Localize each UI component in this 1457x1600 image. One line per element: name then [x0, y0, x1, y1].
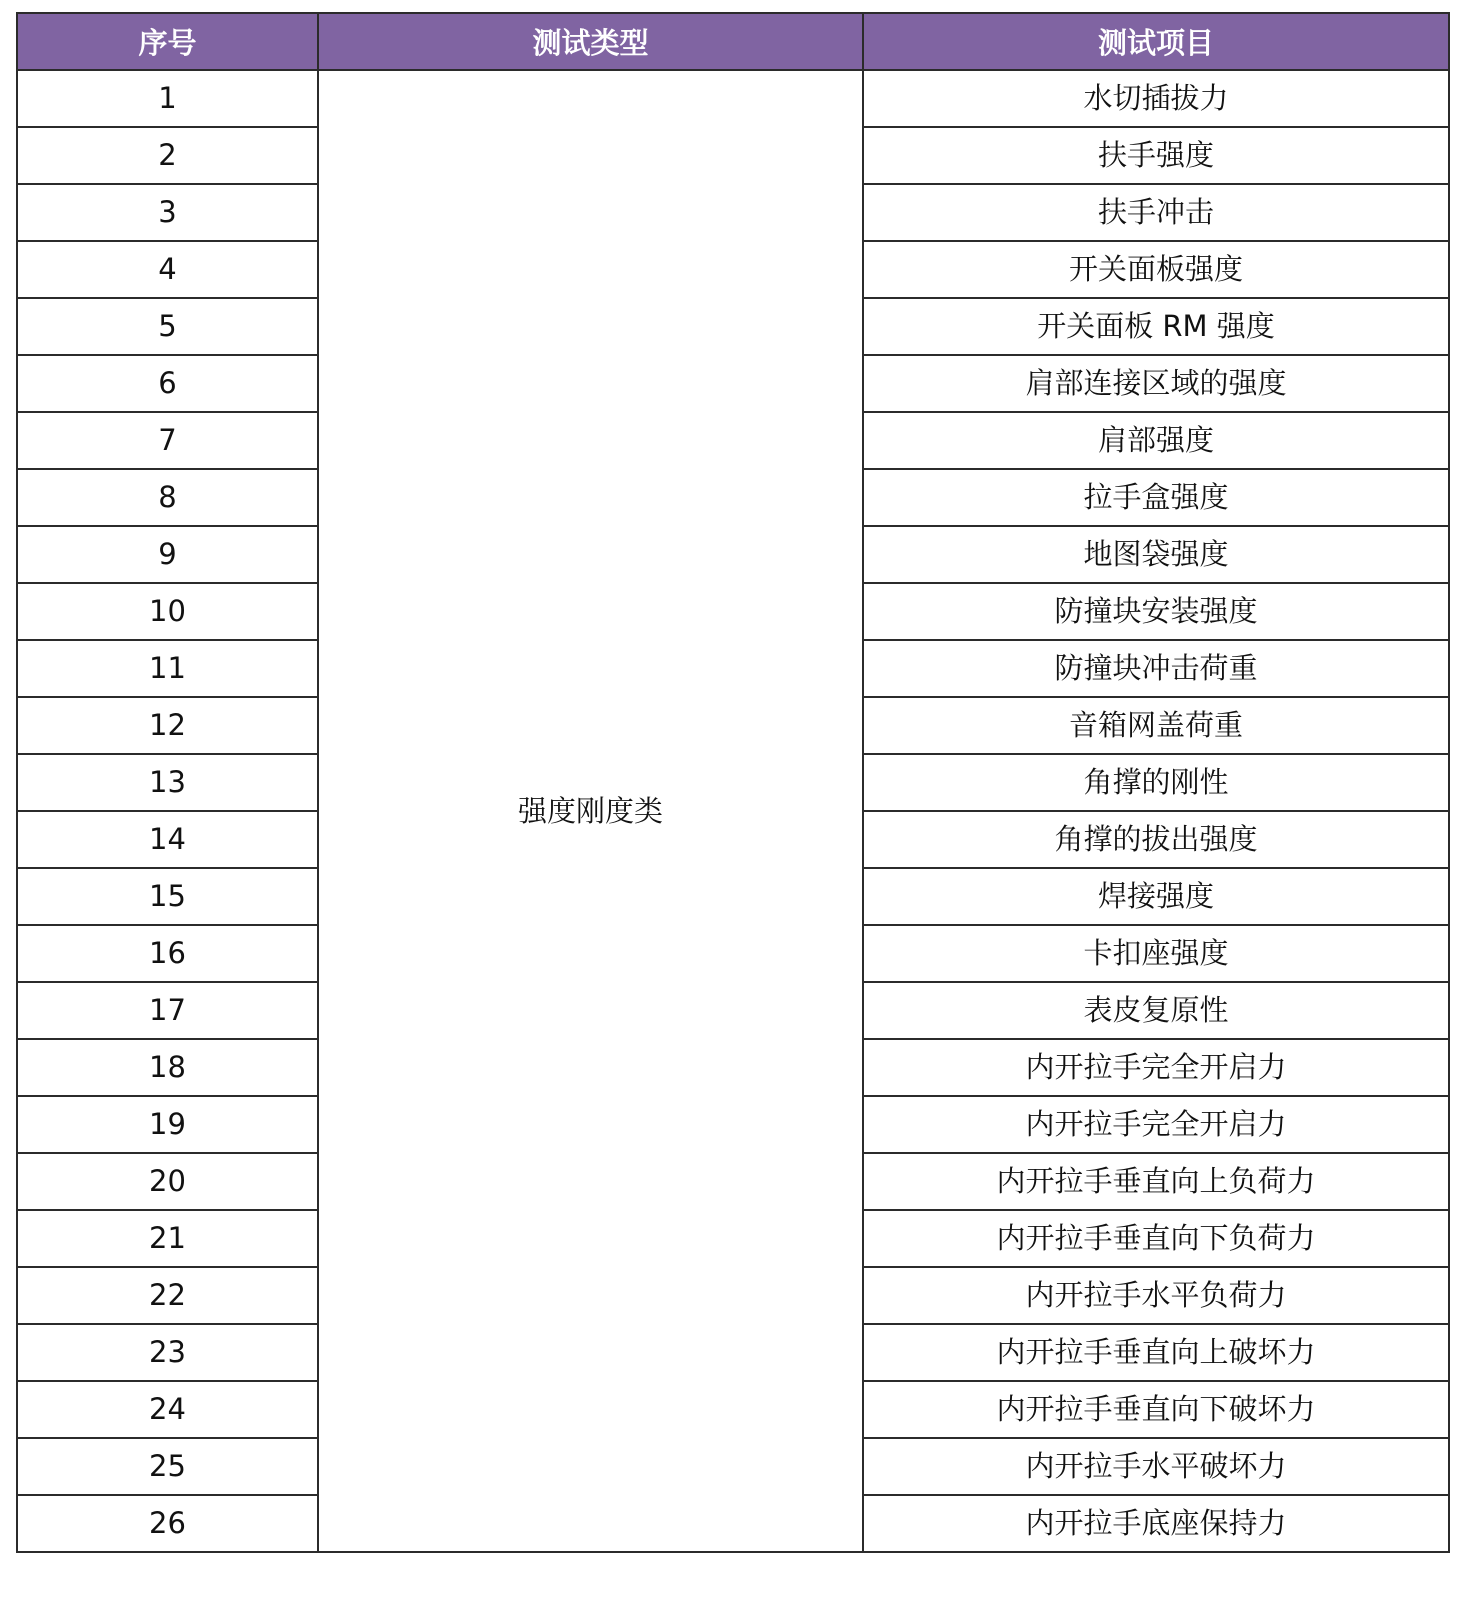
serial-number-cell: 9	[17, 526, 318, 583]
test-item-cell: 角撑的刚性	[863, 754, 1449, 811]
test-item-cell: 内开拉手垂直向下破坏力	[863, 1381, 1449, 1438]
test-item-cell: 防撞块冲击荷重	[863, 640, 1449, 697]
header-serial-number: 序号	[17, 13, 318, 70]
test-item-cell: 焊接强度	[863, 868, 1449, 925]
test-item-cell: 扶手冲击	[863, 184, 1449, 241]
serial-number-cell: 15	[17, 868, 318, 925]
serial-number-cell: 26	[17, 1495, 318, 1552]
serial-number-cell: 20	[17, 1153, 318, 1210]
serial-number-cell: 3	[17, 184, 318, 241]
serial-number-cell: 7	[17, 412, 318, 469]
serial-number-cell: 16	[17, 925, 318, 982]
serial-number-cell: 17	[17, 982, 318, 1039]
test-item-cell: 角撑的拔出强度	[863, 811, 1449, 868]
test-item-cell: 内开拉手底座保持力	[863, 1495, 1449, 1552]
test-item-cell: 开关面板 RM 强度	[863, 298, 1449, 355]
serial-number-cell: 22	[17, 1267, 318, 1324]
test-item-cell: 防撞块安装强度	[863, 583, 1449, 640]
serial-number-cell: 2	[17, 127, 318, 184]
test-item-cell: 拉手盒强度	[863, 469, 1449, 526]
serial-number-cell: 19	[17, 1096, 318, 1153]
test-item-cell: 内开拉手垂直向下负荷力	[863, 1210, 1449, 1267]
test-items-table	[16, 12, 1450, 1553]
test-item-cell: 内开拉手水平破坏力	[863, 1438, 1449, 1495]
table-row	[17, 70, 1449, 127]
test-item-cell: 卡扣座强度	[863, 925, 1449, 982]
test-item-cell: 肩部强度	[863, 412, 1449, 469]
test-item-cell: 地图袋强度	[863, 526, 1449, 583]
serial-number-cell: 13	[17, 754, 318, 811]
serial-number-cell: 10	[17, 583, 318, 640]
header-test-type: 测试类型	[318, 13, 863, 70]
table-body	[17, 70, 1449, 1552]
test-item-cell: 肩部连接区域的强度	[863, 355, 1449, 412]
header-row	[17, 13, 1449, 70]
test-item-cell: 内开拉手水平负荷力	[863, 1267, 1449, 1324]
serial-number-cell: 24	[17, 1381, 318, 1438]
table-header	[17, 13, 1449, 70]
serial-number-cell: 4	[17, 241, 318, 298]
serial-number-cell: 6	[17, 355, 318, 412]
serial-number-cell: 23	[17, 1324, 318, 1381]
serial-number-cell: 12	[17, 697, 318, 754]
serial-number-cell: 1	[17, 70, 318, 127]
test-item-cell: 表皮复原性	[863, 982, 1449, 1039]
test-item-cell: 扶手强度	[863, 127, 1449, 184]
test-type-cell: 强度刚度类	[318, 70, 863, 1552]
serial-number-cell: 8	[17, 469, 318, 526]
test-item-cell: 内开拉手垂直向上破坏力	[863, 1324, 1449, 1381]
test-item-cell: 内开拉手垂直向上负荷力	[863, 1153, 1449, 1210]
serial-number-cell: 21	[17, 1210, 318, 1267]
serial-number-cell: 11	[17, 640, 318, 697]
test-item-cell: 开关面板强度	[863, 241, 1449, 298]
header-test-item: 测试项目	[863, 13, 1449, 70]
test-item-cell: 内开拉手完全开启力	[863, 1096, 1449, 1153]
serial-number-cell: 14	[17, 811, 318, 868]
test-item-cell: 内开拉手完全开启力	[863, 1039, 1449, 1096]
serial-number-cell: 25	[17, 1438, 318, 1495]
serial-number-cell: 18	[17, 1039, 318, 1096]
serial-number-cell: 5	[17, 298, 318, 355]
test-item-cell: 水切插拔力	[863, 70, 1449, 127]
test-item-cell: 音箱网盖荷重	[863, 697, 1449, 754]
